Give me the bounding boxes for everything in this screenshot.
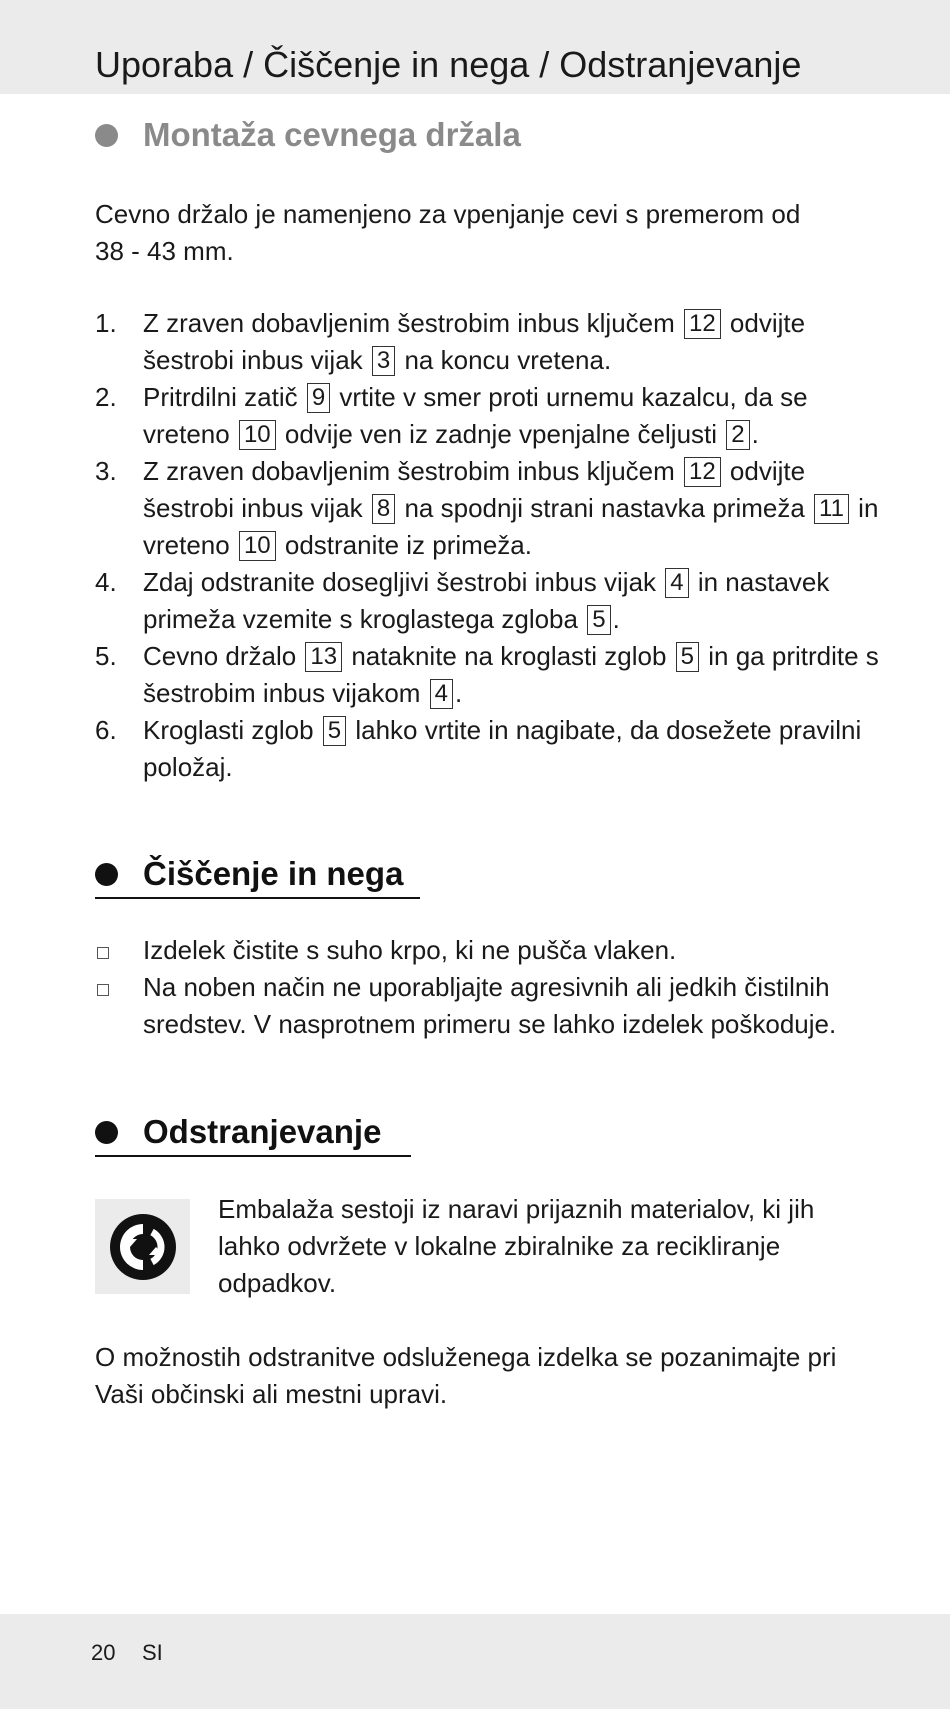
step-number: 2. <box>95 382 117 412</box>
mount-heading-text: Montaža cevnega držala <box>143 116 521 153</box>
step-number: 5. <box>95 641 117 671</box>
step-text: na spodnji strani nastavka primeža <box>397 493 813 523</box>
page-title: Uporaba / Čiščenje in nega / Odstranjevanje <box>95 44 802 85</box>
step-text: odvije ven iz zadnje vpenjalne čeljusti <box>277 419 725 449</box>
step-text: vrtite v smer proti urnemu kazalcu, da se vreteno <box>143 382 808 449</box>
list-item <box>95 305 895 379</box>
list-item <box>95 932 895 969</box>
part-reference-box: 4 <box>665 568 688 598</box>
heading-underline <box>95 897 420 899</box>
part-reference-box: 11 <box>814 494 849 524</box>
part-reference-box: 9 <box>307 383 330 413</box>
care-item-text: Na noben način ne uporabljajte agresivnih ali jedkih čistilnih sredstev. V nasprotnem primeru se lahko izdelek poškoduje. <box>143 972 837 1039</box>
language-code: SI <box>142 1640 163 1665</box>
step-text: Cevno držalo <box>143 641 304 671</box>
part-reference-box: 8 <box>372 494 395 524</box>
section-heading-mount <box>95 116 521 154</box>
step-text: . <box>612 604 620 634</box>
step-number: 6. <box>95 715 117 745</box>
list-item <box>95 969 895 1043</box>
disposal-packaging-text: Embalaža sestoji iz naravi prijaznih materialov, ki jih lahko odvržete v lokalne zbiralnike za recikliranje odpadkov. <box>218 1194 815 1298</box>
part-reference-box: 10 <box>239 531 276 561</box>
list-item <box>95 638 895 712</box>
section-heading-care <box>95 855 403 893</box>
bullet-dot-icon <box>95 124 118 147</box>
step-number: 1. <box>95 308 117 338</box>
step-text: Z zraven dobavljenim šestrobim inbus ključem <box>143 456 682 486</box>
part-reference-box: 5 <box>323 716 346 746</box>
green-dot-recycling-icon <box>108 1212 178 1282</box>
care-item-text: Izdelek čistite s suho krpo, ki ne pušča vlaken. <box>143 935 677 965</box>
step-text: . <box>751 419 759 449</box>
step-number: 4. <box>95 567 117 597</box>
step-text: Zdaj odstranite dosegljivi šestrobi inbus vijak <box>143 567 664 597</box>
part-reference-box: 12 <box>684 309 721 339</box>
mount-steps-list <box>95 305 895 786</box>
part-reference-box: 2 <box>726 420 749 450</box>
disposal-heading-text: Odstranjevanje <box>143 1113 382 1150</box>
step-text: odvijte šestrobi inbus vijak <box>143 456 806 523</box>
care-list <box>95 932 895 1043</box>
page-number: 20 <box>91 1640 116 1665</box>
part-reference-box: 4 <box>430 679 453 709</box>
step-text: lahko vrtite in nagibate, da dosežete pravilni položaj. <box>143 715 862 782</box>
step-text: odvijte šestrobi inbus vijak <box>143 308 806 375</box>
list-item <box>95 379 895 453</box>
part-reference-box: 5 <box>676 642 699 672</box>
bullet-dot-icon <box>95 1121 118 1144</box>
part-reference-box: 12 <box>684 457 721 487</box>
list-item <box>95 712 895 786</box>
heading-underline <box>95 1155 411 1157</box>
step-text: odstranite iz primeža. <box>277 530 532 560</box>
part-reference-box: 5 <box>587 605 610 635</box>
part-reference-box: 13 <box>305 642 342 672</box>
step-text: Z zraven dobavljenim šestrobim inbus ključem <box>143 308 682 338</box>
part-reference-box: 3 <box>372 346 395 376</box>
step-text: Kroglasti zglob <box>143 715 321 745</box>
section-heading-disposal <box>95 1113 381 1151</box>
list-item <box>95 564 895 638</box>
step-text: in vreteno <box>143 493 879 560</box>
step-text: nataknite na kroglasti zglob <box>344 641 674 671</box>
step-text: in nastavek primeža vzemite s kroglastega zgloba <box>143 567 830 634</box>
care-heading-text: Čiščenje in nega <box>143 855 404 892</box>
bullet-dot-icon <box>95 863 118 886</box>
disposal-product-text: O možnostih odstranitve odsluženega izdelka se pozanimajte pri Vaši občinski ali mestni upravi. <box>95 1342 837 1409</box>
recycling-logo-box <box>95 1199 190 1294</box>
step-text: Pritrdilni zatič <box>143 382 305 412</box>
step-text: na koncu vretena. <box>397 345 612 375</box>
mount-intro: Cevno držalo je namenjeno za vpenjanje cevi s premerom od 38 - 43 mm. <box>95 199 801 266</box>
step-text: . <box>455 678 463 708</box>
part-reference-box: 10 <box>239 420 276 450</box>
list-item <box>95 453 895 564</box>
step-text: in ga pritrdite s šestrobim inbus vijakom <box>143 641 879 708</box>
square-bullet-icon <box>97 947 109 959</box>
square-bullet-icon <box>97 984 109 996</box>
step-number: 3. <box>95 456 117 486</box>
